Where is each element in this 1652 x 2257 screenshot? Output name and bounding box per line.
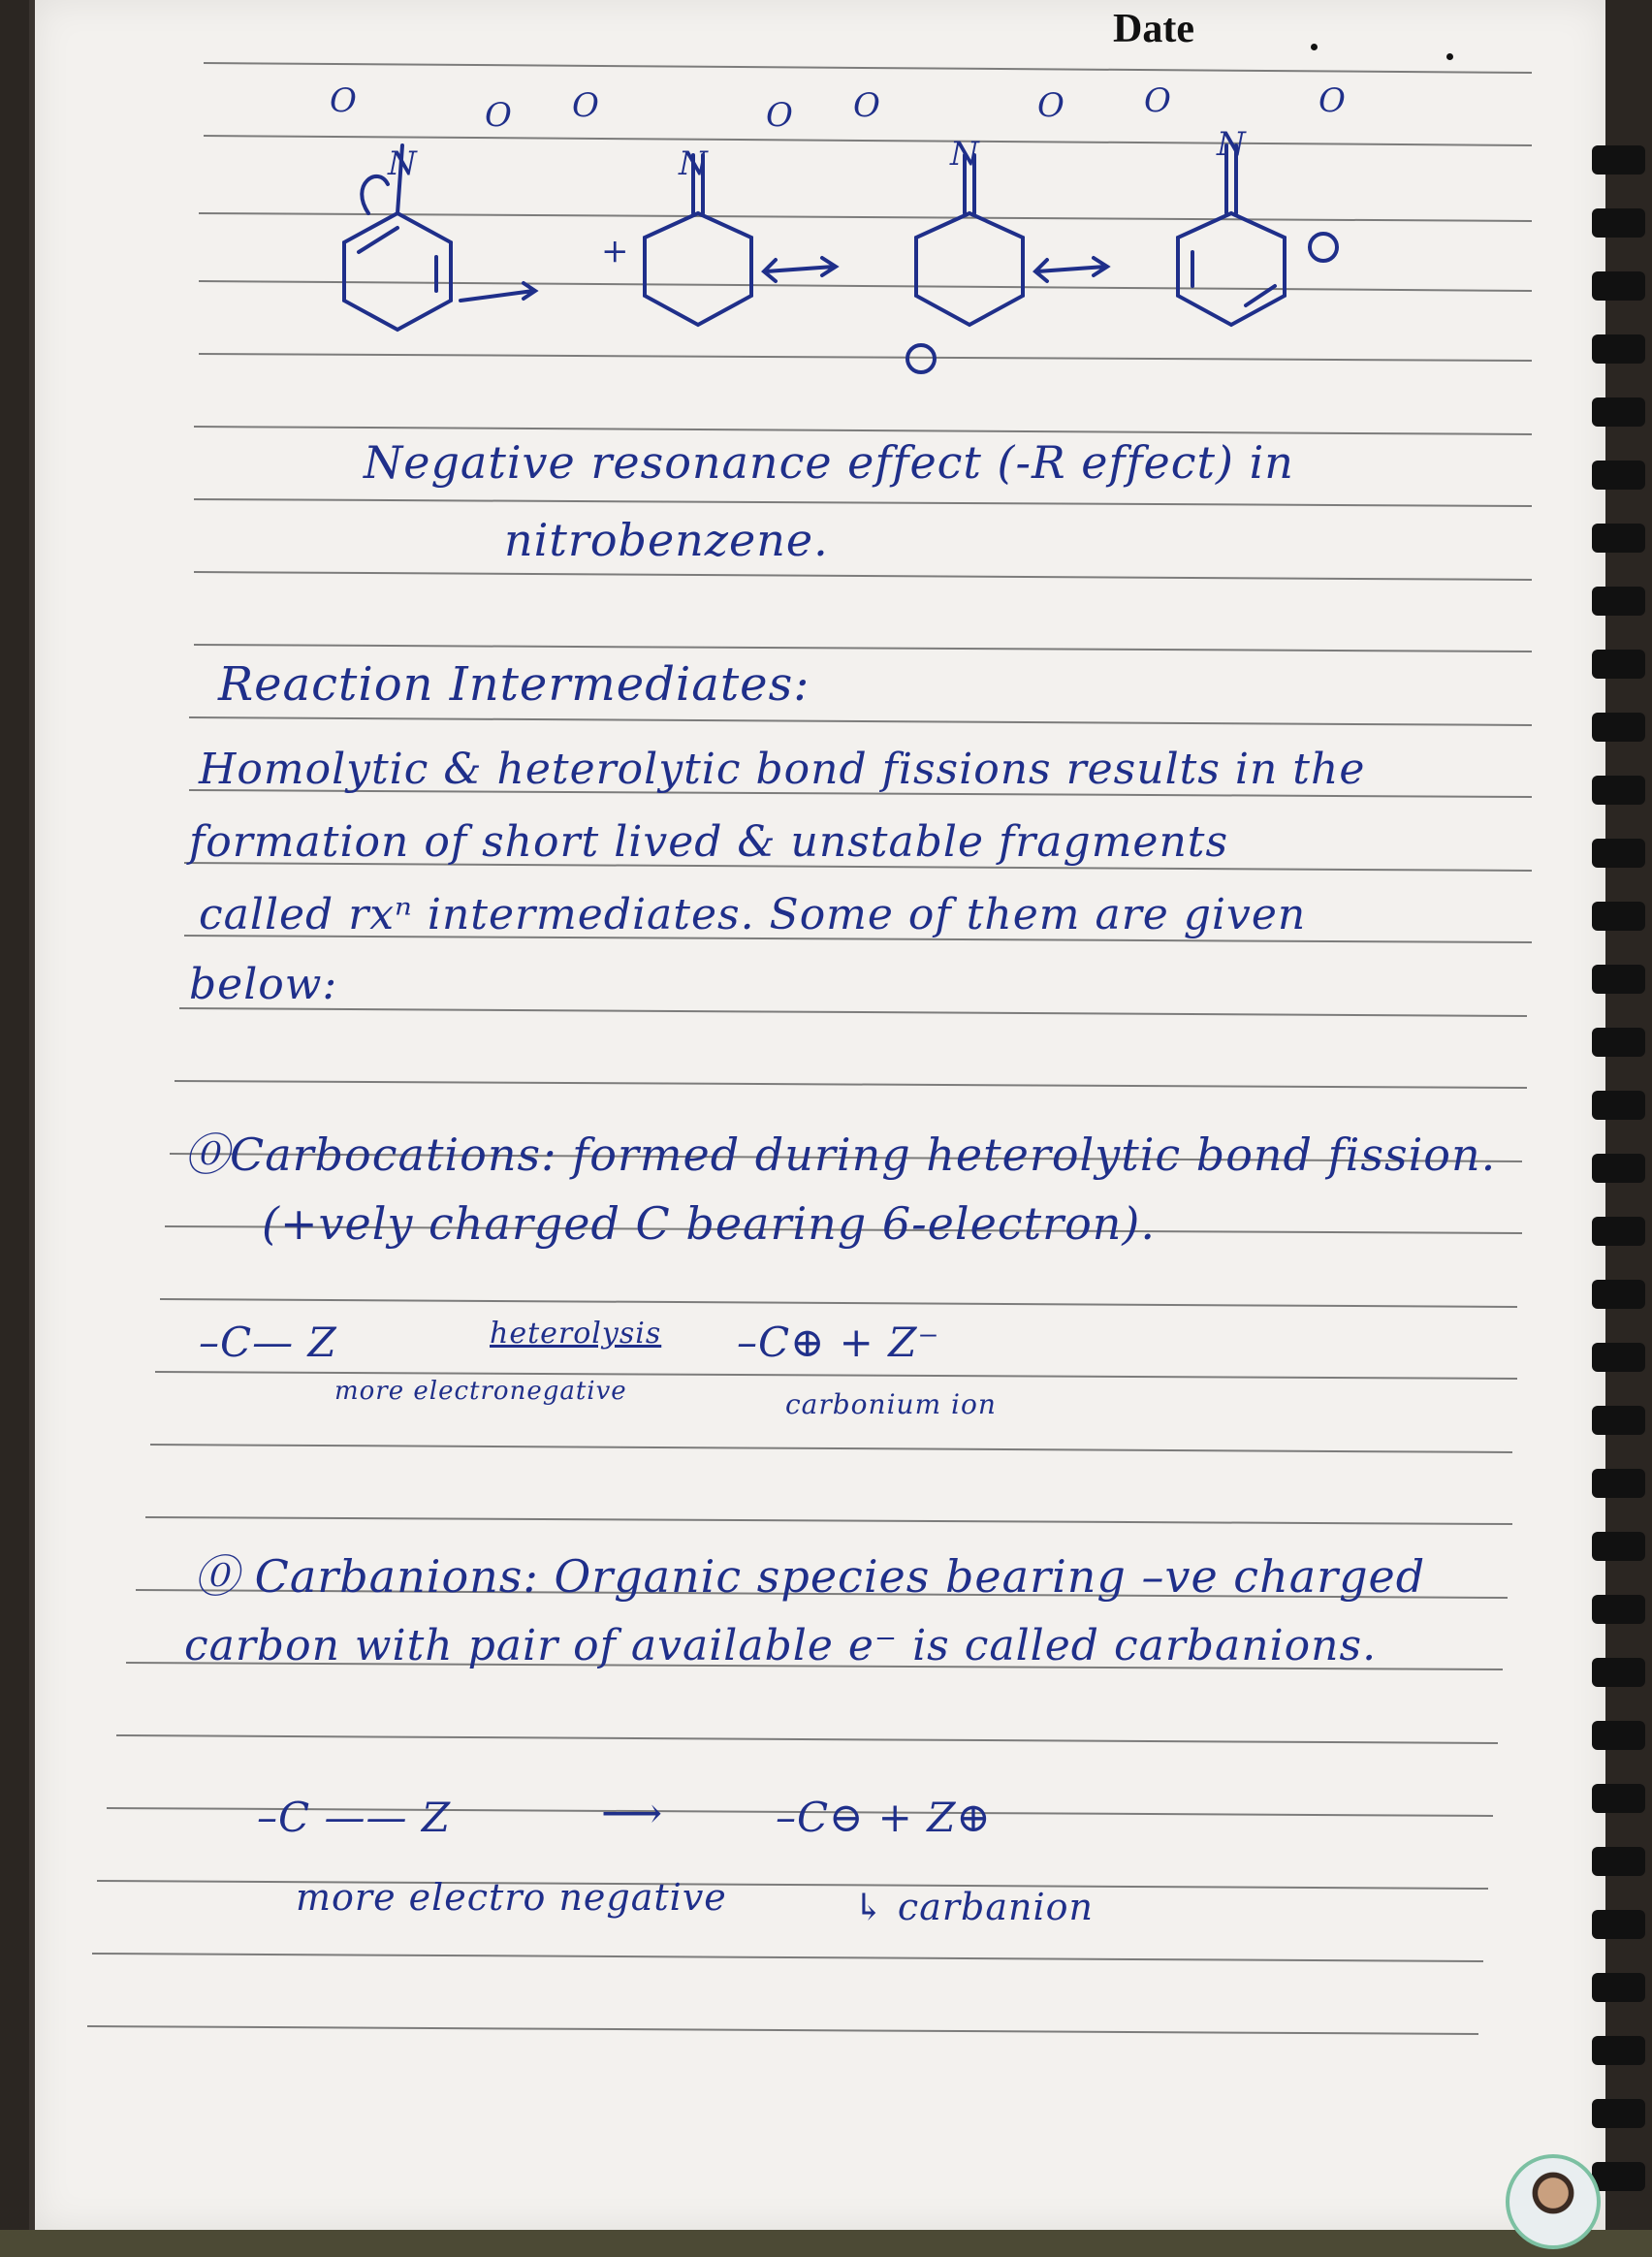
- carbanion-equation-left: –C —— Z: [257, 1794, 452, 1841]
- spiral-ring: [1592, 1973, 1645, 2002]
- spiral-ring: [1592, 208, 1645, 238]
- resonance-arrow: [1035, 258, 1107, 281]
- section-heading: Reaction Intermediates:: [218, 657, 810, 712]
- spiral-ring: [1592, 334, 1645, 364]
- heterolysis-arrow-label: heterolysis: [490, 1317, 662, 1351]
- spiral-ring: [1592, 271, 1645, 301]
- dot-mark: [1311, 44, 1318, 50]
- date-label: Date: [1113, 7, 1194, 51]
- resonance-caption-line2: nitrobenzene.: [504, 514, 829, 566]
- paragraph-line: called rxⁿ intermediates. Some of them are given: [199, 890, 1307, 939]
- spiral-ring: [1592, 965, 1645, 994]
- background-strip: [0, 2230, 1652, 2257]
- spiral-ring: [1592, 145, 1645, 175]
- svg-text:O: O: [1318, 81, 1346, 120]
- spiral-ring: [1592, 1532, 1645, 1561]
- spiral-ring: [1592, 1217, 1645, 1246]
- spiral-ring: [1592, 1280, 1645, 1309]
- resonance-arrow: [461, 283, 535, 301]
- spiral-ring: [1592, 1469, 1645, 1498]
- svg-text:+: +: [601, 232, 629, 270]
- spiral-ring: [1592, 839, 1645, 868]
- positive-charge-circle: [1310, 234, 1337, 261]
- spiral-ring: [1592, 902, 1645, 931]
- paragraph-line: formation of short lived & unstable fragments: [189, 817, 1229, 867]
- dot-mark: [1446, 53, 1453, 60]
- svg-text:O: O: [330, 81, 357, 120]
- carbanion-note: ↳ carbanion: [853, 1886, 1094, 1928]
- carbocation-subtitle: (+vely charged C bearing 6-electron).: [262, 1197, 1156, 1250]
- spiral-ring: [1592, 1721, 1645, 1750]
- svg-text:O: O: [1037, 86, 1064, 125]
- svg-text:N: N: [1217, 125, 1246, 164]
- svg-text:O: O: [1144, 81, 1171, 120]
- svg-text:O: O: [853, 86, 880, 125]
- spiral-ring: [1592, 461, 1645, 490]
- resonance-structures-diagram: [291, 68, 1406, 397]
- benzene-ring: [645, 213, 751, 325]
- spiral-ring: [1592, 1154, 1645, 1183]
- carbocation-equation-right: –C⊕ + Z⁻: [737, 1319, 940, 1366]
- paragraph-line: Homolytic & heterolytic bond fissions results in the: [199, 745, 1366, 794]
- svg-text:O: O: [485, 96, 512, 135]
- spiral-ring: [1592, 587, 1645, 616]
- spiral-ring: [1592, 1091, 1645, 1120]
- svg-text:N: N: [388, 144, 417, 183]
- resonance-arrow: [764, 258, 836, 281]
- carbonium-ion-note: carbonium ion: [785, 1388, 997, 1420]
- svg-text:N: N: [950, 135, 979, 174]
- carbanion-title: ⓪ Carbanions: Organic species bearing –ve charged: [194, 1550, 1426, 1603]
- spiral-ring: [1592, 650, 1645, 679]
- spiral-ring: [1592, 1406, 1645, 1435]
- spiral-ring: [1592, 1910, 1645, 1939]
- carbanion-equation-right: –C⊖ + Z⊕: [776, 1794, 992, 1841]
- paragraph-line: below:: [189, 960, 338, 1009]
- svg-text:N: N: [679, 144, 708, 183]
- spiral-ring: [1592, 776, 1645, 805]
- spiral-ring: [1592, 1343, 1645, 1372]
- electronegative-note: more electronegative: [334, 1377, 627, 1406]
- spiral-ring: [1592, 1595, 1645, 1624]
- spiral-ring: [1592, 1028, 1645, 1057]
- resonance-caption-line1: Negative resonance effect (-R effect) in: [364, 436, 1294, 489]
- spiral-ring: [1592, 397, 1645, 427]
- curved-arrow: [362, 176, 388, 213]
- svg-text:O: O: [572, 86, 599, 125]
- carbocation-title: ⓪Carbocations: formed during heterolytic bond fission.: [184, 1128, 1497, 1181]
- carbanion-equation-arrow: ⟶: [601, 1789, 664, 1838]
- user-avatar: [1506, 2154, 1601, 2249]
- spiral-ring: [1592, 1658, 1645, 1687]
- carbocation-equation-left: –C— Z: [199, 1319, 337, 1366]
- spiral-ring: [1592, 1784, 1645, 1813]
- spiral-ring: [1592, 2099, 1645, 2128]
- electronegative-note: more electro negative: [296, 1876, 727, 1919]
- carbanion-subtitle: carbon with pair of available e⁻ is called carbanions.: [184, 1621, 1378, 1670]
- spiral-ring: [1592, 713, 1645, 742]
- spiral-binding: [1584, 0, 1652, 2230]
- positive-charge-circle: [907, 345, 935, 372]
- benzene-ring: [916, 213, 1023, 325]
- spiral-ring: [1592, 2036, 1645, 2065]
- spiral-ring: [1592, 2162, 1645, 2191]
- spiral-ring: [1592, 524, 1645, 553]
- svg-text:O: O: [766, 96, 793, 135]
- spiral-ring: [1592, 1847, 1645, 1876]
